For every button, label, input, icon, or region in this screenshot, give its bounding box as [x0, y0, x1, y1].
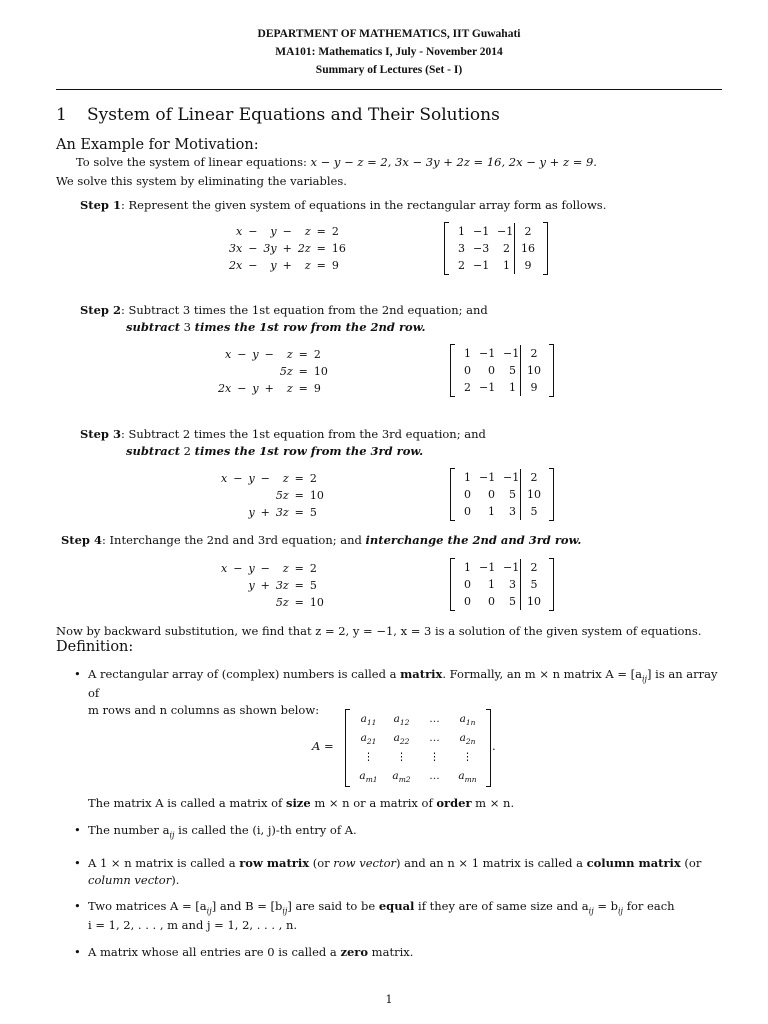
equation-term: −	[248, 241, 258, 255]
matrix-entry: 0	[464, 595, 471, 608]
equation-term: +	[264, 381, 274, 395]
general-matrix-entry: $a_{1n}$	[459, 713, 476, 728]
matrix-entry: 10	[527, 488, 541, 501]
matrix-entry: −1	[479, 381, 496, 394]
step-2-label: Step 2	[80, 303, 121, 317]
def-3-g: (or	[680, 855, 702, 870]
equation-term: =	[298, 364, 308, 378]
equation-term: z	[286, 347, 293, 361]
step-2	[80, 302, 488, 319]
right-bracket	[549, 468, 554, 521]
matrix-entry: 5	[499, 486, 521, 503]
matrix-entry: 10	[527, 364, 541, 377]
equation-row	[218, 470, 327, 487]
general-matrix-entry: ⋮	[363, 751, 374, 763]
general-matrix-entry: ⋮	[429, 751, 440, 763]
equation-term: 5z	[279, 364, 293, 378]
equation-term	[218, 504, 230, 521]
matrix-entry: 2	[530, 347, 538, 360]
matrix-entry: −1	[499, 559, 521, 576]
system-2-equations	[215, 346, 331, 397]
general-matrix-entries	[350, 709, 486, 787]
equation-term: y	[248, 471, 255, 485]
equation-term: +	[282, 241, 292, 255]
def-3-row-vector: row vector	[333, 855, 397, 870]
matrix-entry: 1	[458, 225, 465, 238]
matrix-entry: 1	[488, 578, 495, 591]
matrix-entry: 16	[521, 242, 535, 255]
step-2-emph-num: 3	[183, 320, 191, 334]
equation-term: =	[294, 595, 304, 609]
equation-term: 2	[313, 347, 321, 361]
def-4-f: = b	[593, 899, 618, 914]
equation-row	[218, 504, 327, 521]
equation-term: 9	[331, 258, 339, 272]
equation-term: x	[224, 347, 232, 361]
general-matrix-entry: $a_{mn}$	[458, 770, 477, 785]
matrix-entry: 1	[488, 505, 495, 518]
system-4-equations	[218, 560, 327, 611]
matrix-entry: 10	[527, 595, 541, 608]
step-4-text: : Interchange the 2nd and 3rd equation; and	[101, 533, 366, 547]
size-term: size	[285, 796, 311, 810]
conclusion-text: Now by backward substitution, we find that z = 2, y = −1, x = 3 is a solution of the given system of equations.	[56, 624, 702, 638]
equation-term: −	[260, 471, 270, 485]
system-1-matrix	[444, 222, 548, 275]
equation-term: 5	[309, 505, 317, 519]
right-bracket	[543, 222, 548, 275]
equation-term: 10	[309, 595, 324, 609]
general-matrix-entry: $a_{11}$	[360, 713, 377, 728]
section-title-text: System of Linear Equations and Their Solutions	[87, 105, 500, 125]
general-matrix-entry: $a_{12}$	[393, 713, 410, 728]
section-title	[56, 103, 500, 128]
example-intro-equations: x − y − z = 2, 3x − 3y + 2z = 16, 2x − y + z = 9.	[310, 155, 597, 169]
example-line2: We solve this system by eliminating the variables.	[56, 174, 347, 188]
equation-term: 5z	[275, 488, 289, 502]
equation-term: x	[235, 224, 243, 238]
equation-term: 2	[309, 561, 317, 575]
system-3-equations	[218, 470, 327, 521]
equation-term: 3z	[275, 505, 289, 519]
equation-term: =	[298, 381, 308, 395]
equation-term: 9	[313, 381, 321, 395]
equation-term: y	[248, 505, 255, 519]
equation-term	[215, 363, 234, 380]
def-1-term: matrix	[400, 667, 443, 681]
def-4-equal-term: equal	[378, 899, 415, 914]
equation-term: +	[260, 578, 270, 592]
matrix-entries	[455, 468, 549, 521]
system-1-equations	[226, 223, 349, 274]
page-number: 1	[385, 993, 393, 1006]
system-2-matrix	[450, 344, 554, 397]
general-matrix-entry: $a_{22}$	[393, 732, 410, 747]
general-matrix-entry: ⋮	[396, 751, 407, 763]
order-term: order	[436, 796, 472, 810]
def-4-h: i = 1, 2, . . . , m and j = 1, 2, . . . , n.	[88, 918, 298, 933]
def-1-sub: ij	[641, 674, 648, 684]
general-matrix	[345, 709, 491, 787]
equation-term: 3z	[275, 578, 289, 592]
def-5-a: A matrix whose all entries are 0 is called a	[88, 944, 341, 959]
step-2-emph-prefix: subtract	[126, 320, 181, 334]
general-matrix-entry: …	[429, 732, 440, 744]
equation-term: −	[233, 561, 243, 575]
matrix-entry: 0	[488, 488, 495, 501]
equation-term: z	[304, 224, 311, 238]
def-4-a: Two matrices A = [a	[88, 899, 207, 914]
equation-term: 5z	[275, 595, 289, 609]
matrix-entries	[455, 344, 549, 397]
equation-term: =	[294, 561, 304, 575]
matrix-entry: 3	[499, 576, 521, 593]
equation-term: =	[294, 488, 304, 502]
equation-term: z	[304, 258, 311, 272]
matrix-entry: 2	[524, 225, 532, 238]
equation-term: 2x	[229, 258, 243, 272]
equation-term: z	[282, 471, 289, 485]
matrix-entry: −1	[473, 259, 490, 272]
equation-term: =	[316, 258, 326, 272]
def-3-c: (or	[309, 855, 334, 870]
equation-term: y	[248, 578, 255, 592]
def-1-text-e: ] is an array of	[88, 667, 718, 700]
matrix-entry: −1	[473, 225, 490, 238]
example-heading: An Example for Motivation:	[56, 137, 259, 153]
equation-term	[258, 487, 273, 504]
equation-row	[218, 487, 327, 504]
equation-term: +	[282, 258, 292, 272]
matrix-entry: 5	[499, 593, 521, 610]
equation-term: 3x	[229, 241, 243, 255]
step-1-label: Step 1	[80, 198, 121, 212]
equation-term: −	[237, 347, 247, 361]
matrix-entry: 0	[464, 505, 471, 518]
step-3-emph-text: times the 1st row from the 3rd row.	[194, 444, 424, 458]
matrix-entry: 1	[499, 379, 521, 396]
def-4-sub3: ij	[588, 906, 594, 916]
matrix-entry: 5	[499, 362, 521, 379]
right-bracket	[549, 344, 554, 397]
def-3-e: ) and an n × 1 matrix is called a	[396, 855, 587, 870]
equation-term: y	[248, 561, 255, 575]
def-4-sub2: ij	[282, 906, 288, 916]
equation-term: 10	[313, 364, 328, 378]
def-5-zero-term: zero	[340, 944, 369, 959]
general-matrix-entry: $a_{2n}$	[459, 732, 476, 747]
definition-item-row-column	[76, 855, 724, 888]
equation-row	[218, 560, 327, 577]
right-bracket	[549, 558, 554, 611]
equation-term: 5	[309, 578, 317, 592]
def-3-i: ).	[171, 872, 180, 887]
matrix-entry: 0	[488, 595, 495, 608]
def-4-b: ] and B = [b	[211, 899, 283, 914]
matrix-entry: −3	[473, 242, 490, 255]
def-3-a: A 1 × n matrix is called a	[88, 855, 240, 870]
matrix-entry: 0	[488, 364, 495, 377]
equation-row	[215, 380, 331, 397]
definition-heading: Definition:	[56, 639, 134, 655]
matrix-entry: 3	[499, 503, 521, 520]
matrix-entry: −1	[479, 471, 496, 484]
step-3-text: : Subtract 2 times the 1st equation from the 3rd equation; and	[120, 427, 486, 441]
step-3-emph-prefix: subtract	[126, 444, 181, 458]
equation-term: y	[252, 381, 259, 395]
matrix-entry: 2	[464, 381, 471, 394]
step-2-emph-text: times the 1st row from the 2nd row.	[194, 320, 426, 334]
equation-term: 2z	[297, 241, 311, 255]
def-3-column-vector: column vector	[88, 872, 172, 887]
size-definition	[88, 795, 514, 812]
general-matrix-entry: …	[429, 770, 440, 782]
general-matrix-entry: $a_{21}$	[360, 732, 377, 747]
matrix-entry: 1	[464, 347, 471, 360]
matrix-entry: 1	[464, 561, 471, 574]
def-4-sub1: ij	[206, 906, 212, 916]
matrix-entry: 1	[493, 257, 515, 274]
equation-term	[218, 487, 230, 504]
equation-term: y	[270, 258, 277, 272]
equation-term	[230, 594, 245, 611]
equation-term	[230, 487, 245, 504]
matrix-entry: −1	[479, 561, 496, 574]
equation-term: x	[221, 471, 228, 485]
equation-term	[234, 363, 249, 380]
step-1-text: : Represent the given system of equations in the rectangular array form as follows.	[120, 198, 607, 212]
step-1	[80, 197, 606, 214]
equation-term: x	[221, 561, 228, 575]
equation-term: 2	[331, 224, 339, 238]
example-intro-text: To solve the system of linear equations:	[76, 155, 311, 169]
equation-row	[215, 346, 331, 363]
equation-term	[249, 363, 261, 380]
def-2-rest: is called the (i, j)-th entry of A.	[174, 823, 357, 837]
matrix-entry: 0	[464, 364, 471, 377]
equation-term	[245, 487, 257, 504]
def-4-e: if they are of same size and a	[414, 899, 589, 914]
matrix-entry: 0	[464, 488, 471, 501]
equation-term	[230, 504, 245, 521]
matrix-entry: 0	[464, 578, 471, 591]
definition-item-entry	[76, 822, 724, 841]
system-4-matrix	[450, 558, 554, 611]
equation-term: −	[282, 224, 292, 238]
step-3-emph-num: 2	[183, 444, 191, 458]
equation-term	[230, 577, 245, 594]
definition-item-zero	[76, 944, 724, 961]
equation-term: y	[252, 347, 259, 361]
step-3-label: Step 3	[80, 427, 121, 441]
size-text-e: m × n.	[471, 796, 515, 810]
equation-term: −	[264, 347, 274, 361]
general-matrix-label: A =	[312, 739, 334, 753]
step-4-label: Step 4	[61, 533, 102, 547]
def-4-c: ] are said to be	[287, 899, 379, 914]
example-intro	[76, 154, 597, 171]
equation-term: 3y	[263, 241, 277, 255]
general-matrix-entry: $a_{m2}$	[392, 770, 411, 785]
equation-term: =	[298, 347, 308, 361]
equation-term	[262, 363, 277, 380]
step-3	[80, 426, 486, 443]
matrix-entry: 2	[530, 471, 538, 484]
equation-term: z	[282, 561, 289, 575]
matrix-entries	[455, 558, 549, 611]
matrix-entry: 3	[458, 242, 465, 255]
equation-term: z	[286, 381, 293, 395]
header-course: MA101: Mathematics I, July - November 2014	[275, 46, 503, 58]
def-2-text: The number a	[88, 823, 170, 837]
equation-row	[218, 594, 327, 611]
equation-term: y	[270, 224, 277, 238]
size-text-a: The matrix A is called a matrix of	[88, 796, 286, 810]
equation-row	[226, 223, 349, 240]
equation-term: +	[260, 505, 270, 519]
matrix-entry: 9	[530, 381, 538, 394]
equation-term: −	[233, 471, 243, 485]
equation-term: =	[294, 578, 304, 592]
matrix-entry: 5	[530, 578, 538, 591]
def-3-column-matrix: column matrix	[586, 855, 681, 870]
general-matrix-entry: ⋮	[462, 751, 473, 763]
equation-term: 16	[331, 241, 346, 255]
matrix-entry: −1	[499, 345, 521, 362]
step-4-emph-text: interchange the 2nd and 3rd row.	[365, 533, 582, 547]
general-matrix-entry: …	[429, 713, 440, 725]
def-1-text-a: A rectangular array of (complex) numbers is called a	[88, 667, 401, 681]
general-matrix-period: .	[492, 739, 496, 753]
equation-term	[218, 594, 230, 611]
matrix-entry: 2	[458, 259, 465, 272]
equation-term: −	[248, 258, 258, 272]
section-number: 1	[56, 105, 67, 125]
equation-term: 2	[309, 471, 317, 485]
step-2-emphasis	[126, 319, 425, 336]
matrix-entry: −1	[499, 469, 521, 486]
equation-term: 10	[309, 488, 324, 502]
def-3-row-matrix: row matrix	[239, 855, 310, 870]
system-3-matrix	[450, 468, 554, 521]
def-5-c: matrix.	[368, 944, 414, 959]
equation-term: −	[248, 224, 258, 238]
equation-term	[258, 594, 273, 611]
header-department: DEPARTMENT OF MATHEMATICS, IIT Guwahati	[257, 28, 521, 40]
size-text-c: m × n or a matrix of	[310, 796, 437, 810]
right-bracket	[486, 709, 491, 787]
equation-row	[218, 577, 327, 594]
equation-row	[215, 363, 331, 380]
equation-term: =	[316, 241, 326, 255]
matrix-entry: 2	[530, 561, 538, 574]
equation-term: −	[237, 381, 247, 395]
step-2-text: : Subtract 3 times the 1st equation from the 2nd equation; and	[120, 303, 488, 317]
equation-term: =	[316, 224, 326, 238]
def-1-text-c: . Formally, an m × n matrix A = [a	[442, 667, 642, 681]
matrix-entries	[449, 222, 543, 275]
matrix-entry: 9	[524, 259, 532, 272]
step-4	[61, 532, 581, 549]
equation-row	[226, 257, 349, 274]
definition-item-equal	[76, 898, 724, 934]
def-4-g: for each	[623, 899, 675, 914]
equation-term: 2x	[218, 381, 232, 395]
matrix-entry: 1	[464, 471, 471, 484]
header-rule	[56, 89, 722, 90]
equation-row	[226, 240, 349, 257]
matrix-entry: 5	[530, 505, 538, 518]
equation-term	[245, 594, 257, 611]
step-3-emphasis	[126, 443, 423, 460]
header-summary: Summary of Lectures (Set - I)	[315, 64, 463, 76]
def-1-text-f: m rows and n columns as shown below:	[88, 702, 320, 717]
general-matrix-entry: $a_{m1}$	[359, 770, 378, 785]
equation-term: =	[294, 471, 304, 485]
matrix-entry: 2	[493, 240, 515, 257]
equation-term: −	[260, 561, 270, 575]
matrix-entry: −1	[479, 347, 496, 360]
definition-list-2	[76, 822, 724, 960]
equation-term	[218, 577, 230, 594]
matrix-entry: −1	[493, 223, 515, 240]
def-4-sub4: ij	[618, 906, 624, 916]
def-2-sub: ij	[169, 830, 175, 840]
equation-term: =	[294, 505, 304, 519]
